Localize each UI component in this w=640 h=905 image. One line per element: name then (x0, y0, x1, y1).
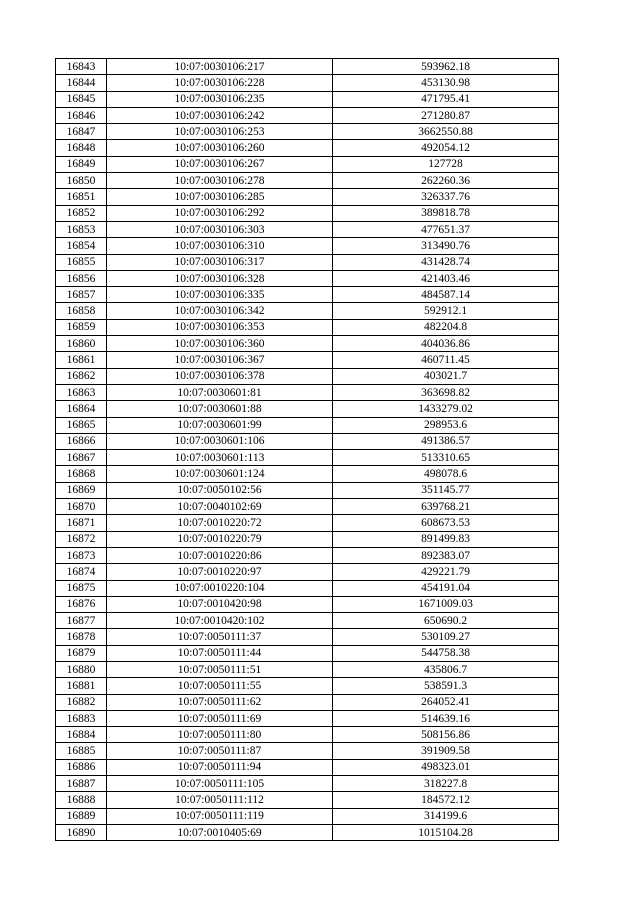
table-row (56, 613, 559, 629)
cadastral-number-cell: 10:07:0030106:303 (107, 221, 333, 237)
table-row (56, 336, 559, 352)
row-number-cell: 16867 (56, 450, 107, 466)
value-cell: 650690.2 (333, 613, 559, 629)
value-cell: 639768.21 (333, 499, 559, 515)
value-cell: 514639.16 (333, 710, 559, 726)
row-number-cell: 16869 (56, 482, 107, 498)
value-cell: 498078.6 (333, 466, 559, 482)
row-number-cell: 16879 (56, 645, 107, 661)
cadastral-number-cell: 10:07:0030106:278 (107, 173, 333, 189)
row-number-cell: 16884 (56, 727, 107, 743)
table-row (56, 433, 559, 449)
cadastral-number-cell: 10:07:0030106:367 (107, 352, 333, 368)
table-row (56, 189, 559, 205)
table-row (56, 401, 559, 417)
value-cell: 363698.82 (333, 384, 559, 400)
row-number-cell: 16848 (56, 140, 107, 156)
row-number-cell: 16883 (56, 710, 107, 726)
cadastral-number-cell: 10:07:0030106:353 (107, 319, 333, 335)
row-number-cell: 16889 (56, 808, 107, 824)
row-number-cell: 16866 (56, 433, 107, 449)
row-number-cell: 16871 (56, 515, 107, 531)
value-cell: 484587.14 (333, 287, 559, 303)
value-cell: 592912.1 (333, 303, 559, 319)
table-row (56, 303, 559, 319)
row-number-cell: 16876 (56, 596, 107, 612)
cadastral-number-cell: 10:07:0010220:86 (107, 547, 333, 563)
value-cell: 491386.57 (333, 433, 559, 449)
cadastral-number-cell: 10:07:0010220:104 (107, 580, 333, 596)
table-row (56, 59, 559, 75)
value-cell: 530109.27 (333, 629, 559, 645)
cadastral-number-cell: 10:07:0050102:56 (107, 482, 333, 498)
row-number-cell: 16864 (56, 401, 107, 417)
cadastral-number-cell: 10:07:0010420:98 (107, 596, 333, 612)
row-number-cell: 16851 (56, 189, 107, 205)
table-row (56, 205, 559, 221)
row-number-cell: 16873 (56, 547, 107, 563)
cadastral-number-cell: 10:07:0050111:44 (107, 645, 333, 661)
cadastral-number-cell: 10:07:0030106:267 (107, 156, 333, 172)
value-cell: 482204.8 (333, 319, 559, 335)
value-cell: 538591.3 (333, 678, 559, 694)
value-cell: 454191.04 (333, 580, 559, 596)
row-number-cell: 16854 (56, 238, 107, 254)
value-cell: 271280.87 (333, 107, 559, 123)
value-cell: 264052.41 (333, 694, 559, 710)
row-number-cell: 16847 (56, 124, 107, 140)
value-cell: 608673.53 (333, 515, 559, 531)
cadastral-number-cell: 10:07:0030106:360 (107, 336, 333, 352)
table-row (56, 91, 559, 107)
table-row (56, 173, 559, 189)
cadastral-number-cell: 10:07:0030106:328 (107, 270, 333, 286)
table-row (56, 645, 559, 661)
table-row (56, 287, 559, 303)
table-body (56, 59, 559, 841)
row-number-cell: 16885 (56, 743, 107, 759)
cadastral-number-cell: 10:07:0030106:228 (107, 75, 333, 91)
row-number-cell: 16859 (56, 319, 107, 335)
row-number-cell: 16849 (56, 156, 107, 172)
table-row (56, 450, 559, 466)
row-number-cell: 16862 (56, 368, 107, 384)
table-row (56, 238, 559, 254)
table-row (56, 824, 559, 840)
row-number-cell: 16878 (56, 629, 107, 645)
cadastral-number-cell: 10:07:0050111:55 (107, 678, 333, 694)
row-number-cell: 16843 (56, 59, 107, 75)
value-cell: 318227.8 (333, 776, 559, 792)
table-row (56, 466, 559, 482)
table-row (56, 661, 559, 677)
cadastral-number-cell: 10:07:0030106:342 (107, 303, 333, 319)
table-row (56, 808, 559, 824)
row-number-cell: 16886 (56, 759, 107, 775)
row-number-cell: 16846 (56, 107, 107, 123)
value-cell: 460711.45 (333, 352, 559, 368)
cadastral-number-cell: 10:07:0050111:51 (107, 661, 333, 677)
cadastral-number-cell: 10:07:0030601:81 (107, 384, 333, 400)
table-row (56, 482, 559, 498)
row-number-cell: 16858 (56, 303, 107, 319)
value-cell: 429221.79 (333, 564, 559, 580)
row-number-cell: 16882 (56, 694, 107, 710)
value-cell: 351145.77 (333, 482, 559, 498)
table-row (56, 759, 559, 775)
value-cell: 127728 (333, 156, 559, 172)
data-table (55, 58, 559, 841)
table-row (56, 140, 559, 156)
row-number-cell: 16850 (56, 173, 107, 189)
table-row (56, 270, 559, 286)
value-cell: 471795.41 (333, 91, 559, 107)
cadastral-number-cell: 10:07:0030601:106 (107, 433, 333, 449)
row-number-cell: 16890 (56, 824, 107, 840)
cadastral-number-cell: 10:07:0030601:99 (107, 417, 333, 433)
row-number-cell: 16856 (56, 270, 107, 286)
value-cell: 298953.6 (333, 417, 559, 433)
cadastral-number-cell: 10:07:0050111:112 (107, 792, 333, 808)
cadastral-number-cell: 10:07:0030601:124 (107, 466, 333, 482)
value-cell: 435806.7 (333, 661, 559, 677)
cadastral-number-cell: 10:07:0030106:285 (107, 189, 333, 205)
value-cell: 421403.46 (333, 270, 559, 286)
table-row (56, 124, 559, 140)
cadastral-number-cell: 10:07:0050111:80 (107, 727, 333, 743)
table-row (56, 678, 559, 694)
cadastral-number-cell: 10:07:0050111:105 (107, 776, 333, 792)
row-number-cell: 16881 (56, 678, 107, 694)
value-cell: 492054.12 (333, 140, 559, 156)
cadastral-number-cell: 10:07:0010220:97 (107, 564, 333, 580)
cadastral-number-cell: 10:07:0010420:102 (107, 613, 333, 629)
row-number-cell: 16853 (56, 221, 107, 237)
row-number-cell: 16855 (56, 254, 107, 270)
table-row (56, 564, 559, 580)
cadastral-number-cell: 10:07:0050111:119 (107, 808, 333, 824)
value-cell: 184572.12 (333, 792, 559, 808)
cadastral-number-cell: 10:07:0010405:69 (107, 824, 333, 840)
table-row (56, 156, 559, 172)
value-cell: 1015104.28 (333, 824, 559, 840)
cadastral-number-cell: 10:07:0050111:37 (107, 629, 333, 645)
row-number-cell: 16852 (56, 205, 107, 221)
table-row (56, 710, 559, 726)
value-cell: 544758.38 (333, 645, 559, 661)
value-cell: 593962.18 (333, 59, 559, 75)
table-row (56, 515, 559, 531)
value-cell: 262260.36 (333, 173, 559, 189)
value-cell: 453130.98 (333, 75, 559, 91)
table-row (56, 743, 559, 759)
row-number-cell: 16861 (56, 352, 107, 368)
table-row (56, 596, 559, 612)
value-cell: 313490.76 (333, 238, 559, 254)
row-number-cell: 16880 (56, 661, 107, 677)
cadastral-number-cell: 10:07:0050111:69 (107, 710, 333, 726)
table-row (56, 547, 559, 563)
value-cell: 431428.74 (333, 254, 559, 270)
value-cell: 1433279.02 (333, 401, 559, 417)
value-cell: 892383.07 (333, 547, 559, 563)
cadastral-number-cell: 10:07:0030106:310 (107, 238, 333, 254)
cadastral-number-cell: 10:07:0030106:217 (107, 59, 333, 75)
cadastral-number-cell: 10:07:0050111:62 (107, 694, 333, 710)
row-number-cell: 16888 (56, 792, 107, 808)
value-cell: 3662550.88 (333, 124, 559, 140)
row-number-cell: 16870 (56, 499, 107, 515)
cadastral-number-cell: 10:07:0030106:242 (107, 107, 333, 123)
cadastral-number-cell: 10:07:0010220:72 (107, 515, 333, 531)
row-number-cell: 16874 (56, 564, 107, 580)
table-row (56, 629, 559, 645)
table-row (56, 694, 559, 710)
cadastral-number-cell: 10:07:0030106:292 (107, 205, 333, 221)
value-cell: 498323.01 (333, 759, 559, 775)
cadastral-number-cell: 10:07:0030106:335 (107, 287, 333, 303)
table-row (56, 417, 559, 433)
row-number-cell: 16845 (56, 91, 107, 107)
table-row (56, 499, 559, 515)
table-row (56, 319, 559, 335)
cadastral-number-cell: 10:07:0030106:235 (107, 91, 333, 107)
value-cell: 513310.65 (333, 450, 559, 466)
table-row (56, 254, 559, 270)
row-number-cell: 16857 (56, 287, 107, 303)
table-row (56, 368, 559, 384)
row-number-cell: 16877 (56, 613, 107, 629)
value-cell: 891499.83 (333, 531, 559, 547)
cadastral-number-cell: 10:07:0040102:69 (107, 499, 333, 515)
cadastral-number-cell: 10:07:0030601:88 (107, 401, 333, 417)
value-cell: 389818.78 (333, 205, 559, 221)
table-row (56, 531, 559, 547)
cadastral-number-cell: 10:07:0050111:94 (107, 759, 333, 775)
cadastral-number-cell: 10:07:0050111:87 (107, 743, 333, 759)
row-number-cell: 16887 (56, 776, 107, 792)
value-cell: 477651.37 (333, 221, 559, 237)
row-number-cell: 16875 (56, 580, 107, 596)
row-number-cell: 16868 (56, 466, 107, 482)
value-cell: 403021.7 (333, 368, 559, 384)
table-row (56, 727, 559, 743)
cadastral-number-cell: 10:07:0030106:317 (107, 254, 333, 270)
value-cell: 508156.86 (333, 727, 559, 743)
table-row (56, 580, 559, 596)
cadastral-number-cell: 10:07:0030106:260 (107, 140, 333, 156)
table-row (56, 221, 559, 237)
table-row (56, 776, 559, 792)
row-number-cell: 16872 (56, 531, 107, 547)
cadastral-number-cell: 10:07:0030601:113 (107, 450, 333, 466)
value-cell: 314199.6 (333, 808, 559, 824)
value-cell: 404036.86 (333, 336, 559, 352)
value-cell: 391909.58 (333, 743, 559, 759)
value-cell: 326337.76 (333, 189, 559, 205)
cadastral-number-cell: 10:07:0010220:79 (107, 531, 333, 547)
row-number-cell: 16863 (56, 384, 107, 400)
row-number-cell: 16844 (56, 75, 107, 91)
table-row (56, 792, 559, 808)
cadastral-number-cell: 10:07:0030106:253 (107, 124, 333, 140)
row-number-cell: 16860 (56, 336, 107, 352)
table-row (56, 107, 559, 123)
table-row (56, 352, 559, 368)
value-cell: 1671009.03 (333, 596, 559, 612)
row-number-cell: 16865 (56, 417, 107, 433)
cadastral-number-cell: 10:07:0030106:378 (107, 368, 333, 384)
table-row (56, 384, 559, 400)
table-row (56, 75, 559, 91)
